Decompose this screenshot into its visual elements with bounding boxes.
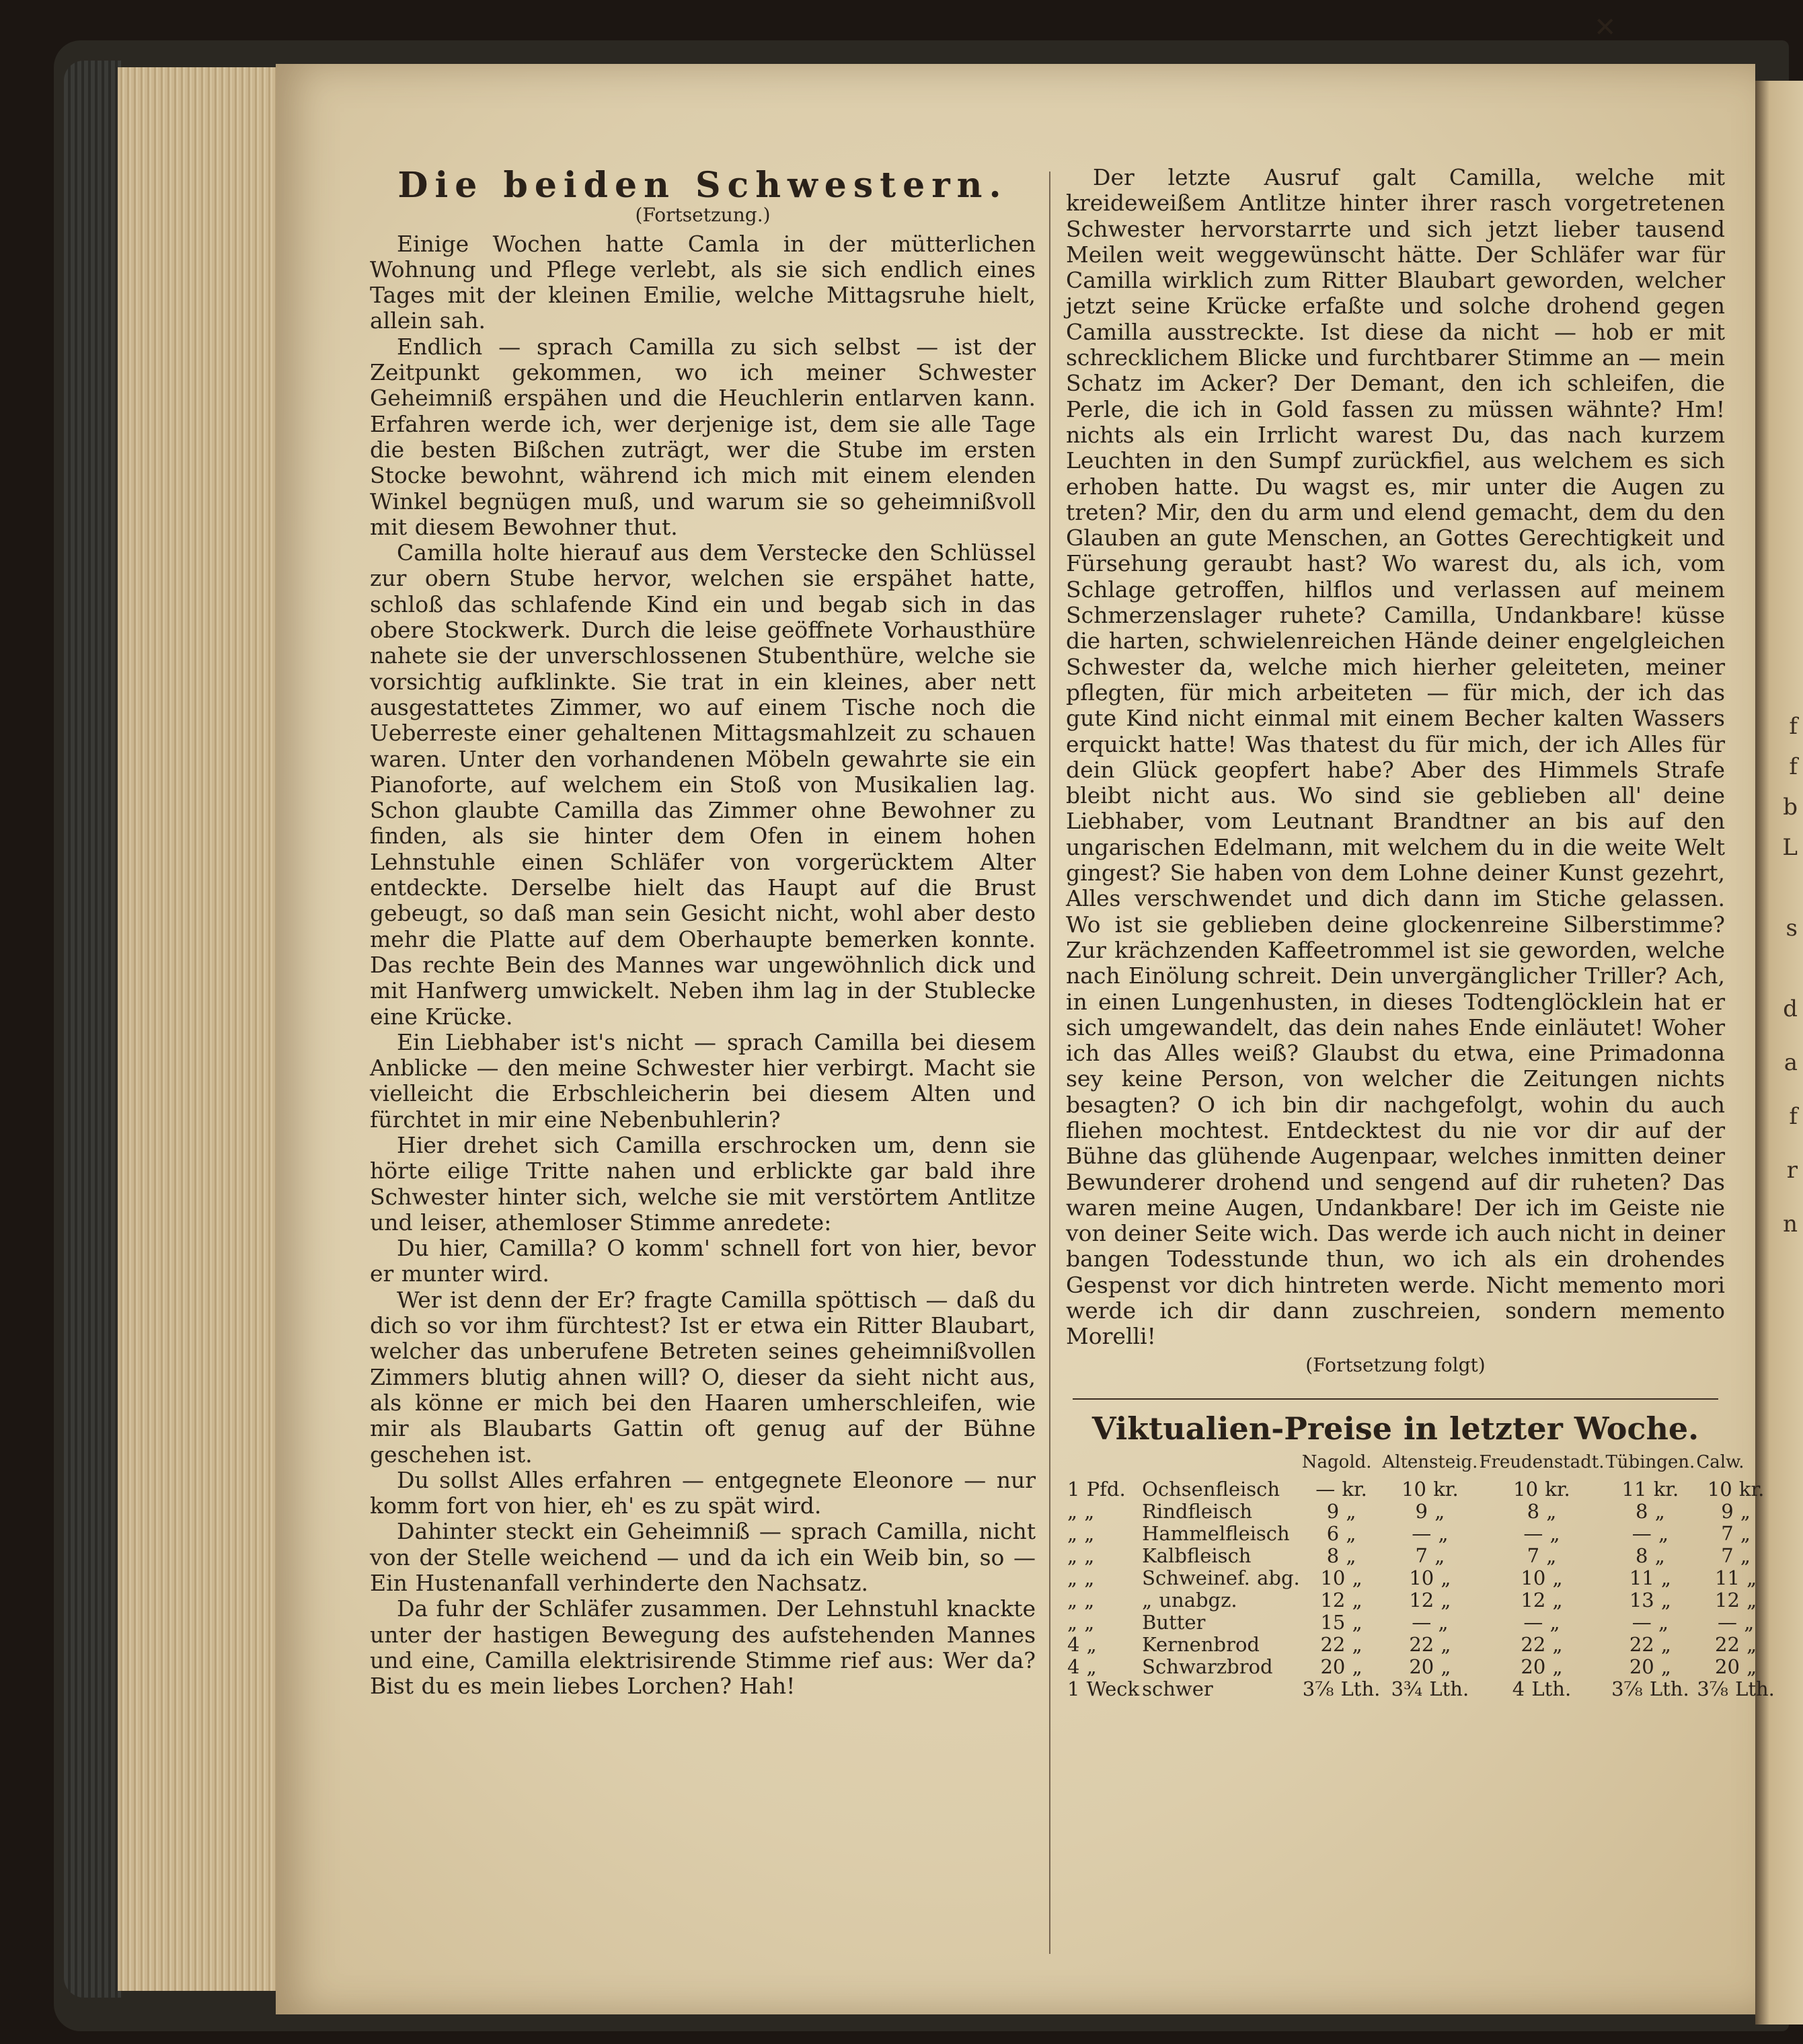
edge-letter: f [1789, 753, 1798, 780]
paragraph: Einige Wochen hatte Camla in der mütterlichen Wohnung und Pflege verlebt, als sie sich endlich eines Tages mit der kleinen Emilie, welche Mittagsruhe hielt, allein sah. [370, 230, 1036, 334]
row-item: schwer [1142, 1677, 1213, 1701]
price-cell: — „ [1523, 1522, 1560, 1546]
paragraph: Ein Liebhaber ist's nicht — sprach Camilla bei diesem Anblicke — den meine Schwester hier verbirgt. Macht sie vielleicht die Erbschleicherin bei diesem Alten und fürchtet in mir eine Nebenbuhlerin? [370, 1028, 1036, 1133]
price-table-body [1066, 1478, 1776, 1700]
column-divider [1049, 172, 1050, 1954]
row-item: Kalbfleisch [1142, 1544, 1252, 1568]
table-row [1066, 1501, 1776, 1523]
price-cell: 12 „ [1320, 1589, 1363, 1612]
price-cell: — „ [1523, 1611, 1560, 1634]
edge-letter: f [1789, 713, 1798, 740]
row-item: Ochsenfleisch [1142, 1478, 1280, 1501]
price-cell: 3¾ Lth. [1391, 1677, 1469, 1701]
edge-letter: L [1782, 834, 1798, 861]
price-cell: 9 „ [1721, 1500, 1751, 1523]
header-qty [1066, 1452, 1141, 1478]
price-cell: 10 „ [1521, 1566, 1563, 1590]
price-cell: 3⅞ Lth. [1302, 1677, 1381, 1701]
row-quantity: „ „ [1067, 1500, 1095, 1523]
row-quantity: „ „ [1067, 1522, 1095, 1546]
paragraph: Endlich — sprach Camilla zu sich selbst — ist der Zeitpunkt gekommen, wo ich meiner Schwester Geheimniß erspähen und die Heuchlerin entlarven kann. Erfahren werde ich, wer derjenige ist, dem sie alle Tage die besten Bißchen zuträgt, wer die Stube im ersten Stocke bewohnt, während ich mich mit einem elenden Winkel begnügen muß, und warum sie so geheimnißvoll mit diesem Bewohner thut. [370, 333, 1036, 540]
price-cell: 7 „ [1721, 1544, 1751, 1568]
price-cell: — kr. [1315, 1478, 1367, 1501]
price-cell: 10 „ [1320, 1566, 1363, 1590]
price-cell: 20 „ [1629, 1655, 1671, 1679]
row-item: Kernenbrod [1142, 1633, 1260, 1657]
row-item: Schweinef. abg. [1142, 1566, 1300, 1590]
table-row [1066, 1545, 1776, 1567]
edge-letter: f [1789, 1103, 1798, 1130]
price-cell: 8 „ [1636, 1544, 1665, 1568]
price-cell: 11 „ [1715, 1566, 1757, 1590]
price-cell: 7 „ [1527, 1544, 1557, 1568]
right-column [1066, 164, 1775, 1701]
price-cell: 12 „ [1715, 1589, 1757, 1612]
price-cell: 20 „ [1320, 1655, 1363, 1679]
newspaper-page [276, 64, 1775, 2014]
article-title: Die beiden Schwestern. [397, 165, 1008, 206]
price-cell: — „ [1632, 1611, 1669, 1634]
edge-letter: n [1783, 1211, 1798, 1238]
price-table-header [1066, 1452, 1776, 1478]
price-cell: 3⅞ Lth. [1697, 1677, 1775, 1701]
price-cell: 10 kr. [1402, 1478, 1459, 1501]
price-cell: 7 „ [1415, 1544, 1445, 1568]
price-cell: 22 „ [1629, 1633, 1671, 1657]
price-cell: 22 „ [1320, 1633, 1363, 1657]
price-cell: 11 „ [1629, 1566, 1671, 1590]
price-cell: 8 „ [1326, 1544, 1356, 1568]
paragraph: Camilla holte hierauf aus dem Verstecke den Schlüssel zur obern Stube hervor, welchen sie erspähet hatte, schloß das schlafende Kind ein und begab sich in das obere Stockwerk. Durch die leise geöffnete Vorhausthüre nahete sie der unverschlossenen Stubenthüre, welche sie vorsichtig aufklinkte. Sie trat in ein kleines, aber nett ausgestattetes Zimmer, wo auf einem Tische noch die Ueberreste einer gehaltenen Mittagsmahlzeit zu schauen waren. Unter den vorhandenen Möbeln gewahrte sie ein Pianoforte, auf welchem ein Stoß von Musikalien lag. Schon glaubte Camilla das Zimmer ohne Bewohner zu finden, als sie hinter dem Ofen in einem hohen Lehnstuhle einen Schläfer von vorgerücktem Alter entdeckte. Derselbe hielt das Haupt auf die Brust gebeugt, so daß man sein Gesicht nicht, wohl aber desto mehr die Platte auf dem Oberhaupte bemerken konnte. Das rechte Bein des Mannes war ungewöhnlich dick und mit Hanfwerg umwickelt. Neben ihm lag in der Stubleckе eine Krücke. [370, 539, 1036, 1030]
price-cell: 20 „ [1521, 1655, 1563, 1679]
price-cell: 15 „ [1320, 1611, 1363, 1634]
row-item: „ unabgz. [1142, 1589, 1237, 1612]
section-divider [1073, 1398, 1718, 1400]
paragraph: Hier drehet sich Camilla erschrocken um, denn sie hörte eilige Tritte nahen und erblickte gar bald ihre Schwester hinter sich, welche sie mit verstörtem Antlitze und leiser, athemloser Stimme anredete: [370, 1131, 1036, 1236]
price-cell: — „ [1412, 1611, 1449, 1634]
price-cell: — „ [1632, 1522, 1669, 1546]
header-calw: Calw. [1696, 1452, 1744, 1473]
table-row [1066, 1523, 1776, 1545]
table-row [1066, 1589, 1776, 1612]
price-cell: 20 „ [1715, 1655, 1757, 1679]
header-nagold: Nagold. [1301, 1452, 1372, 1473]
row-quantity: 1 Pfd. [1067, 1478, 1126, 1501]
price-cell: 10 kr. [1707, 1478, 1765, 1501]
price-cell: 10 „ [1409, 1566, 1451, 1590]
row-item: Schwarzbrod [1142, 1655, 1273, 1679]
row-quantity: „ „ [1067, 1544, 1095, 1568]
price-table [1066, 1452, 1776, 1700]
price-cell: 22 „ [1409, 1633, 1451, 1657]
price-cell: 9 „ [1326, 1500, 1356, 1523]
price-cell: 4 Lth. [1512, 1677, 1572, 1701]
price-cell: 22 „ [1521, 1633, 1563, 1657]
paragraph: Du hier, Camilla? O komm' schnell fort von hier, bevor er munter wird. [370, 1235, 1036, 1287]
price-cell: 12 „ [1521, 1589, 1563, 1612]
row-item: Hammelfleisch [1142, 1522, 1290, 1546]
edge-letter: a [1783, 1049, 1798, 1076]
row-item: Butter [1142, 1611, 1206, 1634]
row-quantity: 1 Weck [1067, 1677, 1140, 1701]
price-cell: 8 „ [1636, 1500, 1665, 1523]
price-cell: 8 „ [1527, 1500, 1557, 1523]
left-column [370, 165, 1036, 1700]
paragraph: Da fuhr der Schläfer zusammen. Der Lehnstuhl knackte unter der hastigen Bewegung des aufstehenden Mannes und eine, Camilla elektrisirende Stimme rief aus: Wer da? Bist du es mein liebes Lorchen? Hah! [370, 1595, 1036, 1700]
table-row [1066, 1567, 1776, 1589]
price-cell: 3⅞ Lth. [1611, 1677, 1689, 1701]
article-subtitle: (Fortsetzung.) [635, 204, 771, 227]
book-spine [64, 61, 121, 1998]
price-cell: 12 „ [1409, 1589, 1451, 1612]
header-tuebingen: Tübingen. [1605, 1452, 1695, 1473]
price-cell: 20 „ [1409, 1655, 1451, 1679]
price-cell: — „ [1717, 1611, 1755, 1634]
price-cell: 10 kr. [1513, 1478, 1570, 1501]
row-quantity: 4 „ [1067, 1633, 1097, 1657]
paragraph: Du sollst Alles erfahren — entgegnete Eleonore — nur komm fort von hier, eh' es zu spät wird. [370, 1466, 1036, 1519]
table-row [1066, 1478, 1776, 1501]
price-table-title: Viktualien-Preise in letzter Woche. [1091, 1410, 1699, 1447]
paragraph: Wer ist denn der Er? fragte Camilla spöttisch — daß du dich so vor ihm fürchtest? Ist er etwa ein Ritter Blaubart, welcher das unberufene Betreten seines geheimnißvollen Zimmers blutig ahnen will? O, dieser da sieht nicht aus, als könne er mich bei den Haaren umherschleifen, wie mir als Blaubarts Gattin oft genug auf der Bühne geschehen ist. [370, 1286, 1036, 1468]
paragraph: Dahinter steckt ein Geheimniß — sprach Camilla, nicht von der Stelle weichend — und da ich ein Weib bin, so — Ein Hustenanfall verhinderte den Nachsatz. [370, 1518, 1036, 1597]
page-stack [118, 67, 282, 1991]
edge-letter: b [1783, 794, 1798, 821]
table-row [1066, 1656, 1776, 1678]
row-quantity: „ „ [1067, 1566, 1095, 1590]
paragraph: Der letzte Ausruf galt Camilla, welche mit kreideweißem Antlitze hinter ihrer rasch vorgetretenen Schwester hervorstarrte und sich jetzt lieber tausend Meilen weit weggewünscht hätte. Der Schläfer war für Camilla wirklich zum Ritter Blaubart geworden, welcher jetzt seine Krücke erfaßte und solche drohend gegen Camilla ausstreckte. Ist diese da nicht — hob er mit schrecklichem Blicke und furchtbarer Stimme an — mein Schatz im Acker? Der Demant, den ich schleifen, die Perle, die ich in Gold fassen zu müssen wähnte? Hm! nichts als ein Irrlicht warest Du, das nach kurzem Leuchten in den Sumpf zurückfiel, aus welchem es sich erhoben hatte. Du wagst es, mir unter die Augen zu treten? Mir, den du arm und elend gemacht, dem du den Glauben an gute Menschen, an Gottes Gerechtigkeit und Fürsehung geraubt hast? Wo warest du, als ich, vom Schlage getroffen, hilflos und verlassen auf meinem Schmerzenslager ruhete? Camilla, Undankbare! küsse die harten, schwielenreichen Hände deiner engelgleichen Schwester da, welche mich hierher geleiteten, meiner pflegten, für mich arbeiteten — für mich, der ich das gute Kind nicht einmal mit einem Becher kalten Wassers erquickt hatte! Was thatest du für mich, der ich Alles für dein Glück geopfert habe? Aber des Himmels Strafe bleibt nicht aus. Wo sind sie geblieben all' deine Liebhaber, vom Leutnant Brandtner an bis auf den ungarischen Edelmann, mit welchem du in die weite Welt gingest? Sie haben von dem Lohne deiner Kunst gezehrt, Alles verschwendet und dich dann im Stiche gelassen. Wo ist sie geblieben deine glockenreine Silberstimme? Zur krächzenden Kaffeetrommel ist sie geworden, welche nach Einölung schreit. Dein unvergänglicher Triller? Ach, in einen Lungenhusten, in dieses Todtenglöcklein hat er sich umgewandelt, das dein nahes Ende einläutet! Woher ich das Alles weiß? Glaubst du etwa, eine Primadonna sey keine Person, von welcher die Zeitungen nichts besagten? O ich bin dir nachgefolgt, wohin du auch fliehen mochtest. Entdecktest du nie vor dir auf der Bühne das glühende Augenpaar, welches inmitten deiner Bewunderer drohend und sengend auf dir ruheten? Das waren meine Augen, Undankbare! Der ich im Geiste nie von deiner Seite wich. Das werde ich auch nicht in deiner bangen Todesstunde thun, wo ich als ein drohendes Gespenst vor dich hintreten werde. Nicht memento mori werde ich dir dann zuschreien, sondern memento Morelli! [1066, 164, 1725, 1350]
edge-letter: s [1786, 915, 1798, 942]
price-cell: — „ [1412, 1522, 1449, 1546]
row-item: Rindfleisch [1142, 1500, 1253, 1523]
right-page-edge [1755, 81, 1803, 2024]
row-quantity: „ „ [1067, 1589, 1095, 1612]
price-cell: 6 „ [1326, 1522, 1356, 1546]
price-cell: 13 „ [1629, 1589, 1671, 1612]
edge-letter: d [1783, 995, 1798, 1022]
price-cell: 22 „ [1715, 1633, 1757, 1657]
row-quantity: „ „ [1067, 1611, 1095, 1634]
table-row [1066, 1612, 1776, 1634]
edge-letter: r [1786, 1157, 1798, 1184]
header-freudenstadt: Freudenstadt. [1479, 1452, 1605, 1473]
price-cell: 11 kr. [1621, 1478, 1679, 1501]
table-row [1066, 1634, 1776, 1656]
continuation-note: (Fortsetzung folgt) [1305, 1353, 1486, 1376]
price-cell: 9 „ [1415, 1500, 1445, 1523]
table-row [1066, 1678, 1776, 1700]
price-cell: 7 „ [1721, 1522, 1751, 1546]
corner-mark: ✕ [1594, 12, 1617, 43]
header-item [1141, 1452, 1301, 1478]
header-altensteig: Altensteig. [1382, 1452, 1478, 1473]
row-quantity: 4 „ [1067, 1655, 1097, 1679]
